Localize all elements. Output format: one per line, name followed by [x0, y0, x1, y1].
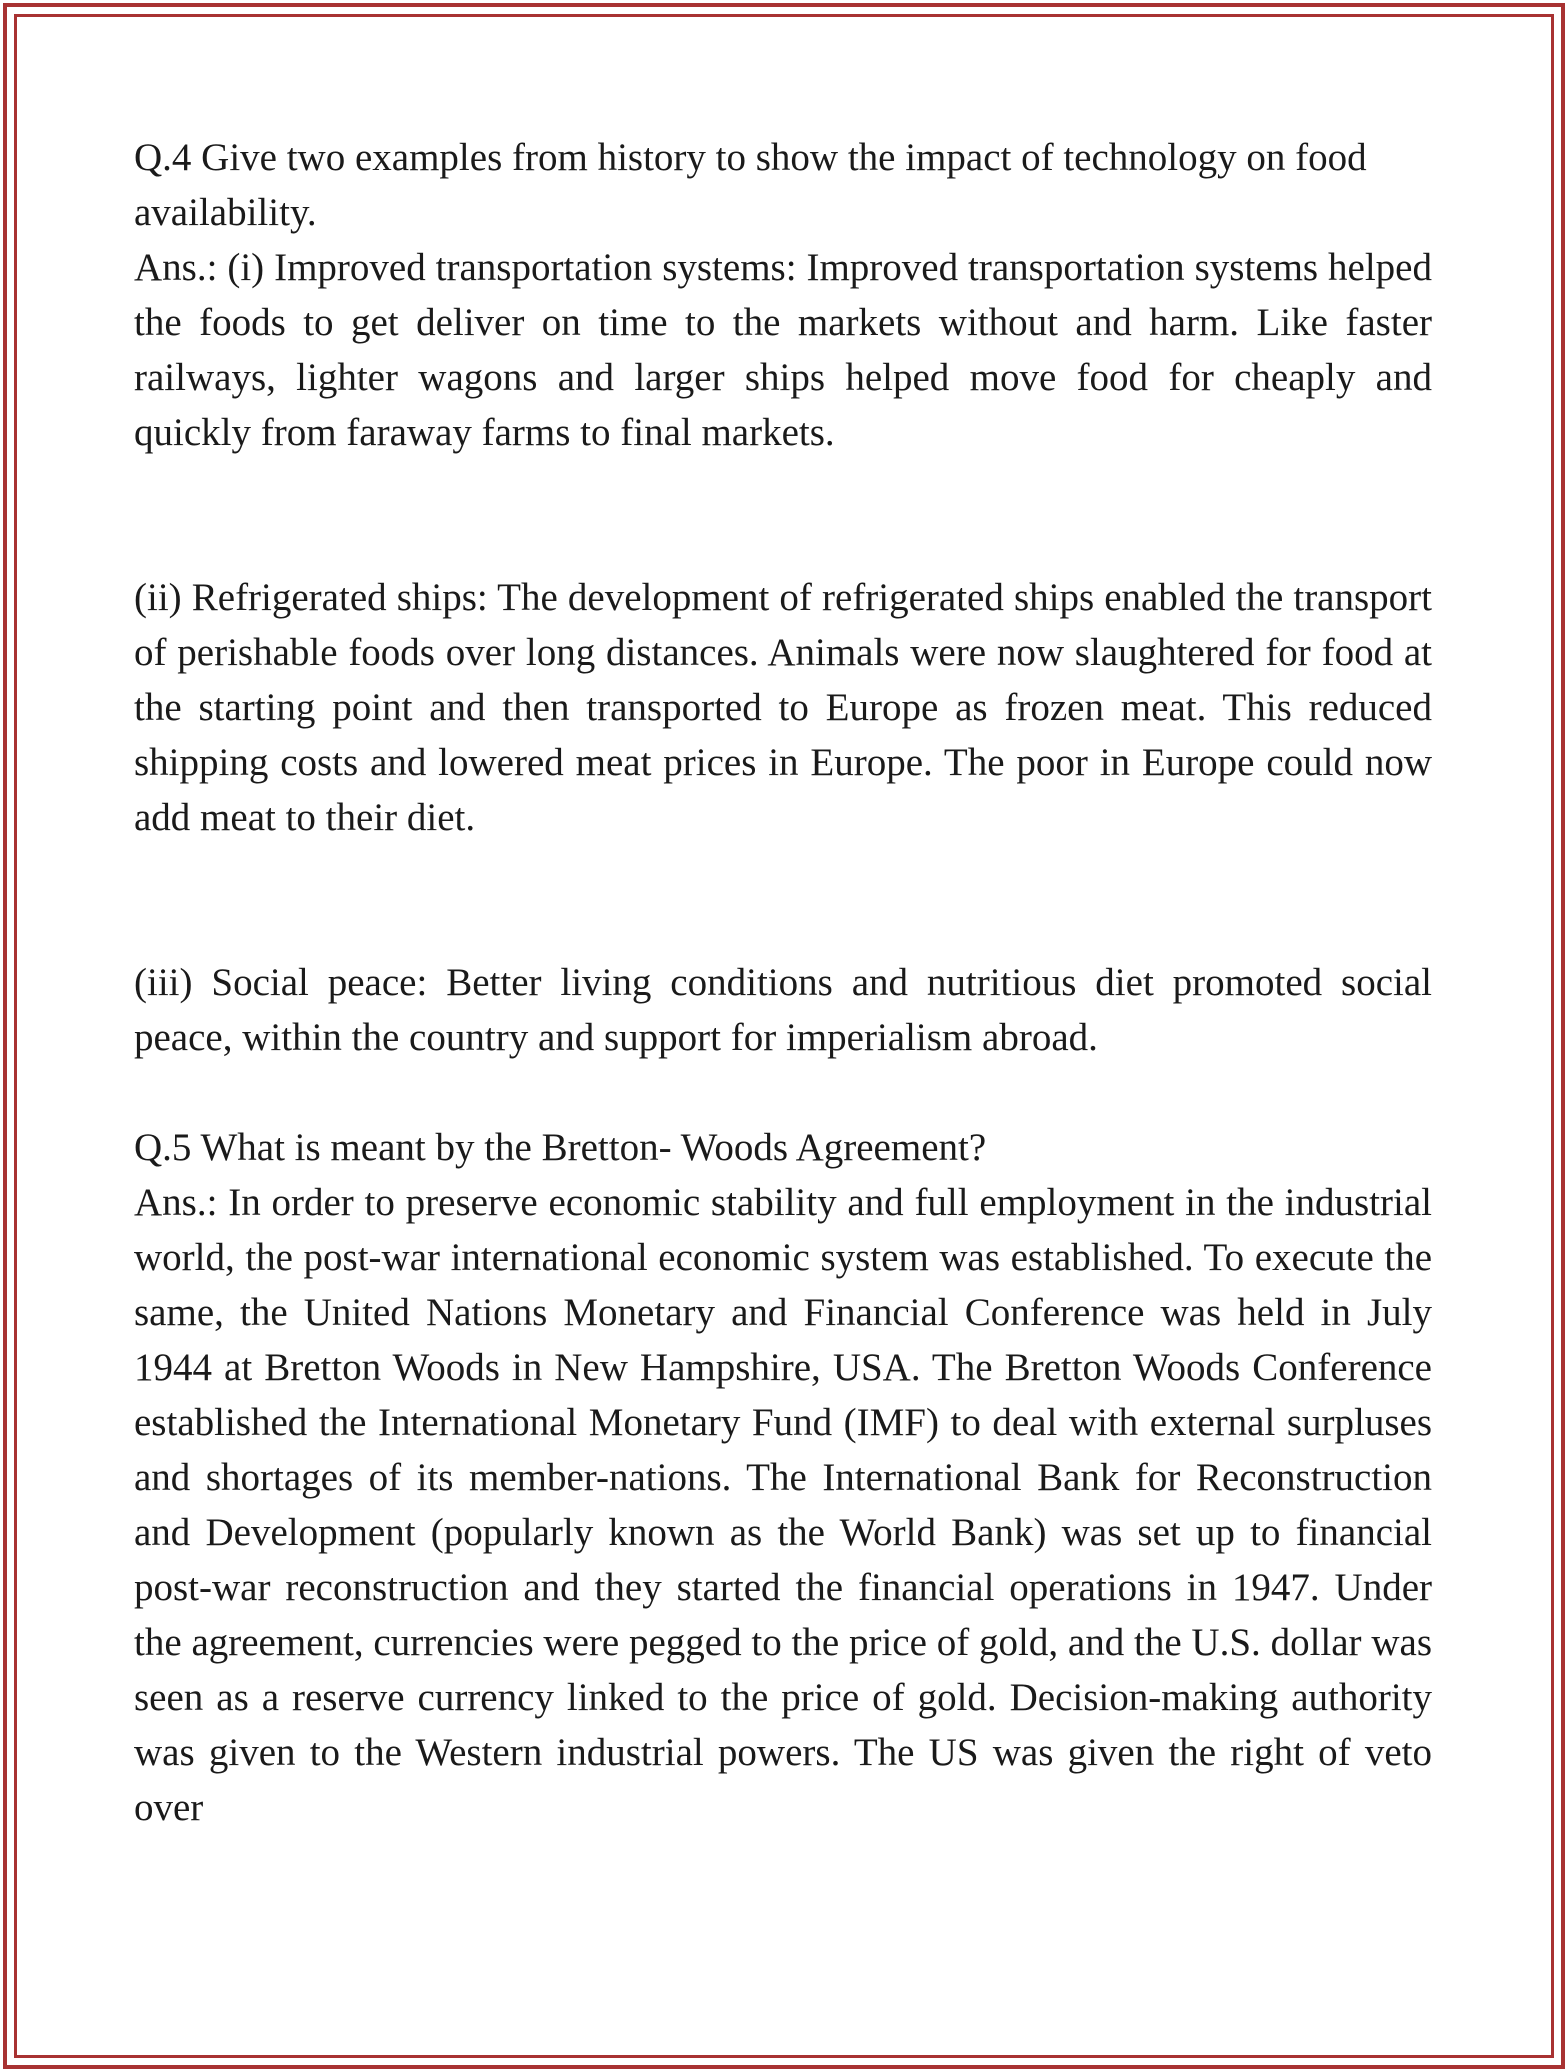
answer-4-part-i: Ans.: (i) Improved transportation systems: Improved transportation systems helped the foods to get deliver on time to the markets without and harm. Like faster railways, lighter wagons and larger ships helped move food for cheaply and quickly from faraway farms to final markets. [134, 246, 1432, 454]
answer-5: Ans.: In order to preserve economic stability and full employment in the industrial world, the post-war international economic system was established. To execute the same, the United Nations Monetary and Financial Conference was held in July 1944 at Bretton Woods in New Hampshire, USA. The Bretton Woods Conference established the International Monetary Fund (IMF) to deal with external surpluses and shortages of its member-nations. The International Bank for Reconstruction and Development (popularly known as the World Bank) was set up to financial post-war reconstruction and they started the financial operations in 1947. Under the agreement, currencies were pegged to the price of gold, and the U.S. dollar was seen as a reserve currency linked to the price of gold. Decision-making authority was given to the Western industrial powers. The US was given the right of veto over [134, 1181, 1432, 1829]
spacer [134, 845, 1432, 955]
answer-4-part-ii: (ii) Refrigerated ships: The development of refrigerated ships enabled the transport of perishable foods over long distances. Animals were now slaughtered for food at the starting point and then transported to Europe as frozen meat. This reduced shipping costs and lowered meat prices in Europe. The poor in Europe could now add meat to their diet. [134, 576, 1432, 839]
page-content [134, 130, 1432, 1835]
question-4: Q.4 Give two examples from history to show the impact of technology on food availability. [134, 136, 1367, 234]
spacer [134, 1065, 1432, 1120]
answer-4-part-iii: (iii) Social peace: Better living conditions and nutritious diet promoted social peace, within the country and support for imperialism abroad. [134, 961, 1432, 1059]
question-5: Q.5 What is meant by the Bretton- Woods Agreement? [134, 1126, 987, 1169]
spacer [134, 460, 1432, 570]
